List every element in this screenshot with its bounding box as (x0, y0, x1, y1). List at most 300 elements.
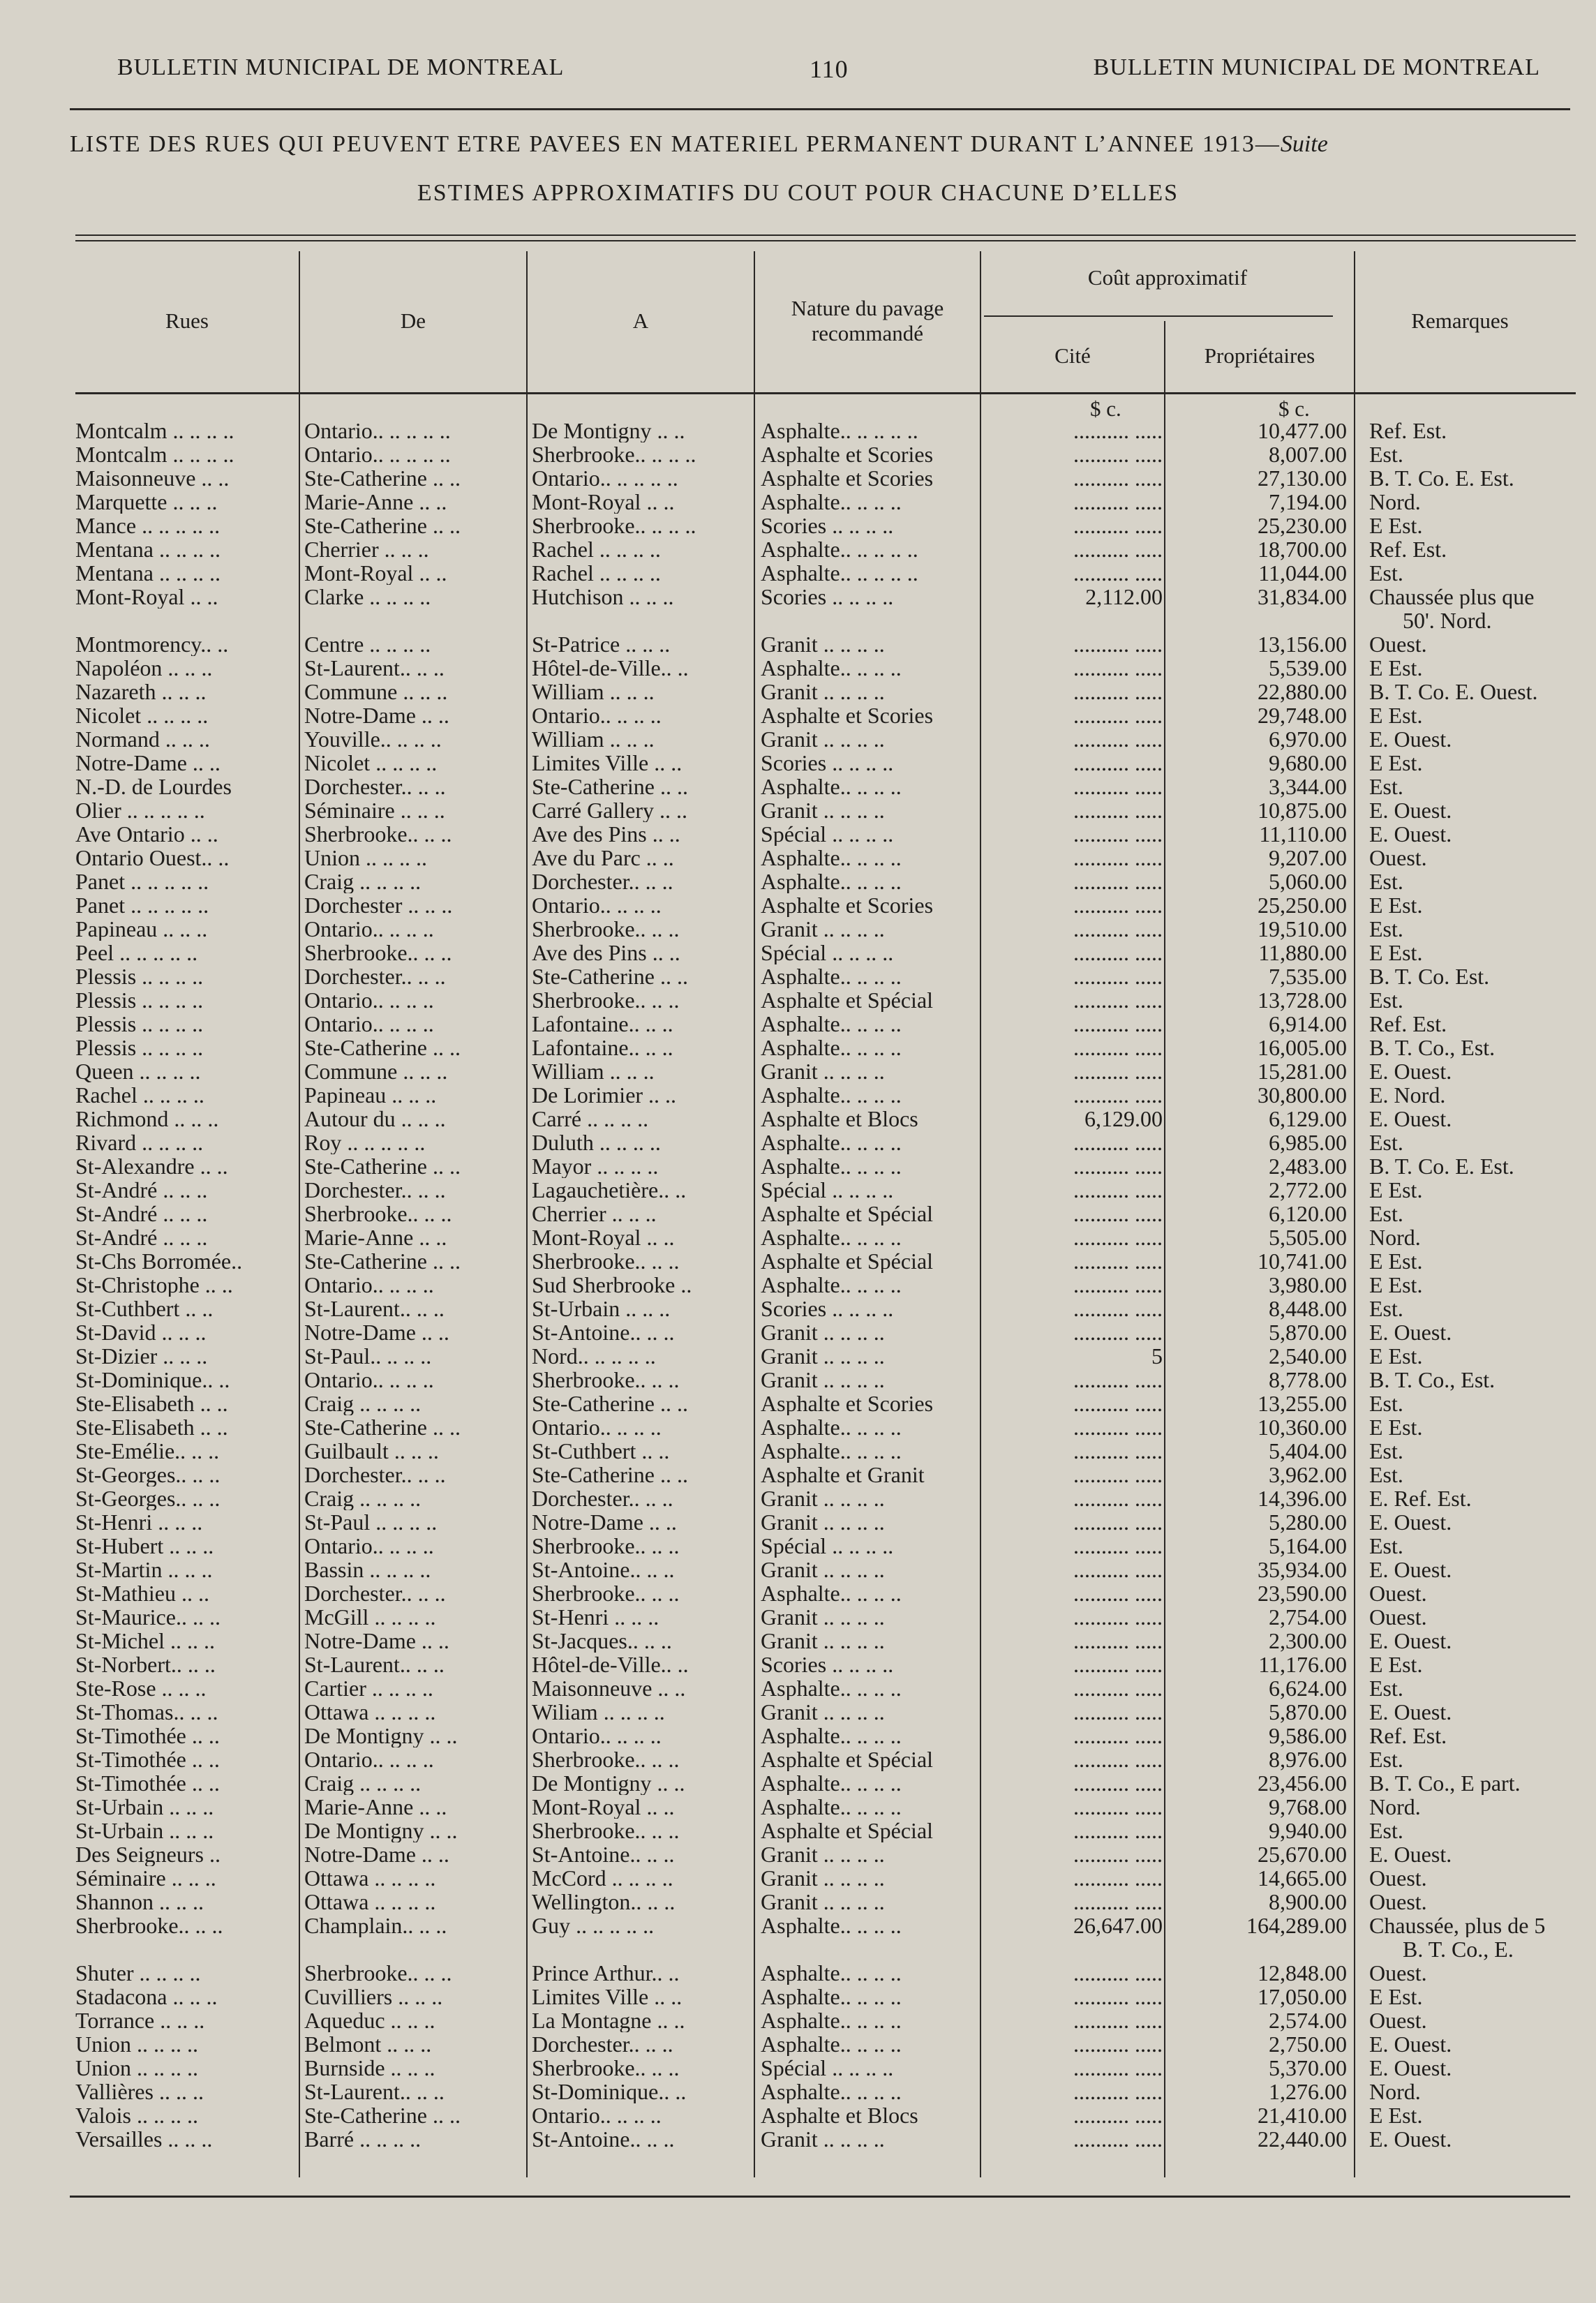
col-header-proprietaires: Propriétaires (1204, 343, 1315, 368)
cell-cite: .......... ..... (1073, 941, 1163, 964)
cell-nature: Asphalte.. .. .. .. (761, 2008, 902, 2032)
cell-proprietaires: 5,870.00 (1269, 1320, 1347, 1344)
cell-remarques: E. Ouest. (1369, 1320, 1452, 1344)
cell-remarques: E. Ouest. (1369, 1558, 1452, 1581)
cell-de: Commune .. .. .. (304, 1059, 448, 1083)
cell-cite: .......... ..... (1073, 1676, 1163, 1700)
running-head (117, 54, 1540, 85)
cell-nature: Scories .. .. .. .. (761, 514, 894, 537)
cell-nature: Scories .. .. .. .. (761, 1297, 894, 1320)
cell-a: Mayor .. .. .. .. (532, 1154, 659, 1178)
cell-proprietaires: 35,934.00 (1258, 1558, 1347, 1581)
cell-remarques: Nord. (1369, 490, 1421, 514)
cell-rue: St-Timothée .. .. (75, 1724, 220, 1747)
cell-nature: Asphalte.. .. .. .. (761, 1439, 902, 1463)
table-row (0, 2008, 1596, 2032)
cell-cite: .......... ..... (1073, 2032, 1163, 2056)
table-subtitle: ESTIMES APPROXIMATIFS DU COUT POUR CHACUNE D’ELLES (417, 180, 1179, 206)
cell-a: Sherbrooke.. .. .. (532, 1819, 680, 1842)
cout-divider-rule (984, 315, 1333, 317)
cell-de: Marie-Anne .. .. (304, 1795, 447, 1819)
cell-rue: Queen .. .. .. .. (75, 1059, 201, 1083)
cell-proprietaires: 23,590.00 (1258, 1581, 1347, 1605)
cell-de: Notre-Dame .. .. (304, 1320, 449, 1344)
cell-nature: Granit .. .. .. .. (761, 1866, 885, 1890)
cell-remarques: Est. (1369, 1747, 1403, 1771)
table-row (0, 870, 1596, 893)
cell-cite: .......... ..... (1073, 1083, 1163, 1107)
cell-a: Maisonneuve .. .. (532, 1676, 686, 1700)
cell-a: Lafontaine.. .. .. (532, 1012, 673, 1036)
table-row (0, 1629, 1596, 1653)
table-row (0, 1819, 1596, 1842)
cell-de: Craig .. .. .. .. (304, 870, 422, 893)
cell-rue: St-Alexandre .. .. (75, 1154, 228, 1178)
cell-remarques: Est. (1369, 561, 1403, 585)
cell-proprietaires: 11,110.00 (1259, 822, 1347, 846)
table-row (0, 1439, 1596, 1463)
cell-a: McCord .. .. .. .. (532, 1866, 673, 1890)
cell-remarques: Est. (1369, 1202, 1403, 1225)
cell-a: Wiliam .. .. .. .. (532, 1700, 665, 1724)
cell-remarques: Nord. (1369, 1795, 1421, 1819)
cell-nature: Spécial .. .. .. .. (761, 1534, 894, 1558)
cell-cite: .......... ..... (1073, 1629, 1163, 1653)
cell-rue: Normand .. .. .. (75, 727, 210, 751)
table-row (0, 964, 1596, 988)
cell-rue: St-Timothée .. .. (75, 1747, 220, 1771)
cell-cite: .......... ..... (1073, 2127, 1163, 2151)
cell-rue: Plessis .. .. .. .. (75, 988, 204, 1012)
cell-de: Dorchester.. .. .. (304, 1178, 446, 1202)
cell-cite: .......... ..... (1073, 1747, 1163, 1771)
cell-remarques: Ouest. (1369, 1890, 1427, 1914)
cell-de: Craig .. .. .. .. (304, 1392, 422, 1415)
cell-de: Dorchester.. .. .. (304, 964, 446, 988)
cell-a: Ave du Parc .. .. (532, 846, 674, 870)
cell-remarques: E. Ouest. (1369, 2056, 1452, 2080)
cell-remarques: Est. (1369, 1819, 1403, 1842)
cell-a: St-Jacques.. .. .. (532, 1629, 672, 1653)
cell-a: St-Henri .. .. .. (532, 1605, 659, 1629)
cell-cite: 6,129.00 (1084, 1107, 1163, 1131)
cell-a: William .. .. .. (532, 727, 655, 751)
cell-cite: .......... ..... (1073, 1439, 1163, 1463)
table-row (0, 1534, 1596, 1558)
cell-proprietaires: 25,670.00 (1258, 1842, 1347, 1866)
cell-remarques: Nord. (1369, 1225, 1421, 1249)
cell-rue: St-Dominique.. .. (75, 1368, 230, 1392)
cell-cite: .......... ..... (1073, 1795, 1163, 1819)
cell-de: Aqueduc .. .. .. (304, 2008, 435, 2032)
cell-nature: Asphalte et Granit (761, 1463, 925, 1486)
cell-nature: Granit .. .. .. .. (761, 1890, 885, 1914)
cell-cite: .......... ..... (1073, 2056, 1163, 2080)
cell-rue: St-Mathieu .. .. (75, 1581, 209, 1605)
cell-nature: Asphalte.. .. .. .. (761, 870, 902, 893)
cell-cite: .......... ..... (1073, 893, 1163, 917)
cell-a: William .. .. .. (532, 1059, 655, 1083)
cell-proprietaires: 2,300.00 (1269, 1629, 1347, 1653)
cell-remarques: Est. (1369, 1131, 1403, 1154)
cell-proprietaires: 11,176.00 (1258, 1653, 1347, 1676)
cell-nature: Granit .. .. .. .. (761, 727, 885, 751)
cell-proprietaires: 3,962.00 (1269, 1463, 1347, 1486)
cell-rue: St-David .. .. .. (75, 1320, 207, 1344)
cell-de: St-Laurent.. .. .. (304, 1297, 445, 1320)
table-row (0, 1131, 1596, 1154)
title-suite: Suite (1280, 131, 1328, 157)
cell-nature: Asphalte.. .. .. .. (761, 1795, 902, 1819)
cell-de: Bassin .. .. .. .. (304, 1558, 431, 1581)
cell-cite: .......... ..... (1073, 1297, 1163, 1320)
cell-nature: Asphalte.. .. .. .. (761, 1154, 902, 1178)
cell-rue: St-Dizier .. .. .. (75, 1344, 208, 1368)
cell-nature: Asphalte.. .. .. .. (761, 1581, 902, 1605)
cell-cite: .......... ..... (1073, 1178, 1163, 1202)
cell-nature: Asphalte.. .. .. .. (761, 846, 902, 870)
cell-nature: Asphalte et Spécial (761, 1747, 934, 1771)
cell-cite: .......... ..... (1073, 1273, 1163, 1297)
col-header-nature: Nature du pavage recommandé (791, 296, 944, 345)
cell-remarques: E Est. (1369, 941, 1423, 964)
cell-nature: Granit .. .. .. .. (761, 1842, 885, 1866)
cell-cite: .......... ..... (1073, 1036, 1163, 1059)
cell-de: Ontario.. .. .. .. .. (304, 442, 451, 466)
cell-remarques: Est. (1369, 1463, 1403, 1486)
cell-rue: Mentana .. .. .. .. (75, 537, 221, 561)
cell-proprietaires: 6,970.00 (1269, 727, 1347, 751)
cell-de: Notre-Dame .. .. (304, 1629, 449, 1653)
cell-de: Craig .. .. .. .. (304, 1771, 422, 1795)
cell-remarques: Ouest. (1369, 1581, 1427, 1605)
cell-remarques: Est. (1369, 1676, 1403, 1700)
cell-de: Ottawa .. .. .. .. (304, 1890, 436, 1914)
cell-rue: Richmond .. .. .. (75, 1107, 219, 1131)
cell-a: Lafontaine.. .. .. (532, 1036, 673, 1059)
cell-a: Limites Ville .. .. (532, 1985, 683, 2008)
cell-nature: Granit .. .. .. .. (761, 1629, 885, 1653)
cell-remarques: E. Nord. (1369, 1083, 1446, 1107)
table-row (0, 419, 1596, 442)
cell-rue: St-Chs Borromée.. (75, 1249, 243, 1273)
table-row (0, 1368, 1596, 1392)
cell-proprietaires: 9,680.00 (1269, 751, 1347, 775)
cell-a: Ontario.. .. .. .. (532, 1415, 662, 1439)
cell-rue: Rachel .. .. .. .. (75, 1083, 204, 1107)
cell-proprietaires: 10,741.00 (1258, 1249, 1347, 1273)
cell-rue: St-André .. .. .. (75, 1202, 208, 1225)
cell-remarques: E. Ouest. (1369, 2032, 1452, 2056)
cell-proprietaires: 22,880.00 (1258, 680, 1347, 703)
cell-cite: 5 (1151, 1344, 1163, 1368)
cell-cite: .......... ..... (1073, 870, 1163, 893)
cell-remarques: Ref. Est. (1369, 537, 1447, 561)
cell-de: Sherbrooke.. .. .. (304, 822, 452, 846)
cell-a: Ontario.. .. .. .. (532, 703, 662, 727)
cell-a: Sherbrooke.. .. .. (532, 917, 680, 941)
cell-rue: Torrance .. .. .. (75, 2008, 205, 2032)
cell-de: Sherbrooke.. .. .. (304, 1961, 452, 1985)
cell-a: Sherbrooke.. .. .. (532, 1249, 680, 1273)
cell-nature: Spécial .. .. .. .. (761, 2056, 894, 2080)
cell-proprietaires: 10,875.00 (1258, 798, 1347, 822)
table-row (0, 585, 1596, 633)
cell-nature: Asphalte.. .. .. .. (761, 1771, 902, 1795)
cell-a: Mont-Royal .. .. (532, 1795, 675, 1819)
cell-rue: St-Hubert .. .. .. (75, 1534, 214, 1558)
cell-remarques: E. Ref. Est. (1369, 1486, 1472, 1510)
cell-rue: St-Urbain .. .. .. (75, 1795, 214, 1819)
table-row (0, 988, 1596, 1012)
cell-proprietaires: 5,505.00 (1269, 1225, 1347, 1249)
cell-de: Cartier .. .. .. .. (304, 1676, 433, 1700)
cell-remarques: E. Ouest. (1369, 1842, 1452, 1866)
cell-de: Marie-Anne .. .. (304, 1225, 447, 1249)
page-number: 110 (810, 55, 849, 83)
cell-nature: Asphalte.. .. .. .. (761, 2080, 902, 2103)
cell-cite: .......... ..... (1073, 537, 1163, 561)
cell-proprietaires: 14,396.00 (1258, 1486, 1347, 1510)
cell-nature: Asphalte.. .. .. .. (761, 490, 902, 514)
cell-de: Champlain.. .. .. (304, 1914, 447, 1937)
cell-a: Sherbrooke.. .. .. (532, 988, 680, 1012)
col-header-cout: Coût approximatif (1087, 265, 1248, 290)
cell-remarques: E Est. (1369, 1344, 1423, 1368)
cell-proprietaires: 5,370.00 (1269, 2056, 1347, 2080)
cell-rue: Montcalm .. .. .. .. (75, 442, 234, 466)
cell-cite: .......... ..... (1073, 846, 1163, 870)
unit-cite: $ c. (1090, 396, 1121, 421)
cell-nature: Asphalte.. .. .. .. (761, 1985, 902, 2008)
cell-rue: Ste-Rose .. .. .. (75, 1676, 207, 1700)
cell-rue: Séminaire .. .. .. (75, 1866, 216, 1890)
cell-remarques: Ouest. (1369, 1605, 1427, 1629)
table-row (0, 1866, 1596, 1890)
table-row (0, 1724, 1596, 1747)
cell-rue: Notre-Dame .. .. (75, 751, 221, 775)
cell-nature: Spécial .. .. .. .. (761, 1178, 894, 1202)
cell-rue: St-Christophe .. .. (75, 1273, 233, 1297)
cell-de: Guilbault .. .. .. (304, 1439, 439, 1463)
table-row (0, 846, 1596, 870)
table-row (0, 1581, 1596, 1605)
cell-cite: .......... ..... (1073, 490, 1163, 514)
cell-proprietaires: 6,914.00 (1269, 1012, 1347, 1036)
cell-a: Mont-Royal .. .. (532, 490, 675, 514)
cell-rue: St-André .. .. .. (75, 1178, 208, 1202)
cell-de: Ottawa .. .. .. .. (304, 1700, 436, 1724)
cell-a: St-Urbain .. .. .. (532, 1297, 671, 1320)
cell-cite: .......... ..... (1073, 1154, 1163, 1178)
cell-de: Ste-Catherine .. .. (304, 1036, 461, 1059)
col-header-de: De (400, 308, 426, 333)
cell-cite: .......... ..... (1073, 1961, 1163, 1985)
cell-nature: Granit .. .. .. .. (761, 1510, 885, 1534)
col-header-cite: Cité (1054, 343, 1091, 368)
cell-a: Ste-Catherine .. .. (532, 775, 688, 798)
cell-proprietaires: 6,624.00 (1269, 1676, 1347, 1700)
table-row (0, 1486, 1596, 1510)
cell-rue: Montmorency.. .. (75, 632, 229, 656)
cell-nature: Asphalte et Spécial (761, 1819, 934, 1842)
cell-de: St-Paul .. .. .. .. (304, 1510, 438, 1534)
cell-rue: Montcalm .. .. .. .. (75, 419, 234, 442)
cell-a: Hôtel-de-Ville.. .. (532, 656, 689, 680)
cell-remarques: Est. (1369, 1392, 1403, 1415)
cell-a: St-Antoine.. .. .. (532, 1558, 675, 1581)
cell-de: Dorchester .. .. .. (304, 893, 453, 917)
cell-proprietaires: 17,050.00 (1258, 1985, 1347, 2008)
cell-de: Barré .. .. .. .. (304, 2127, 422, 2151)
cell-remarques: Est. (1369, 870, 1403, 893)
cell-cite: .......... ..... (1073, 727, 1163, 751)
cell-a: De Lorimier .. .. (532, 1083, 677, 1107)
cell-de: Nicolet .. .. .. .. (304, 751, 438, 775)
cell-remarques: E. Ouest. (1369, 822, 1452, 846)
cell-nature: Spécial .. .. .. .. (761, 941, 894, 964)
cell-proprietaires: 21,410.00 (1258, 2103, 1347, 2127)
cell-remarques: B. T. Co., Est. (1369, 1036, 1496, 1059)
cell-cite: .......... ..... (1073, 2103, 1163, 2127)
table-row (0, 561, 1596, 585)
cell-de: Marie-Anne .. .. (304, 490, 447, 514)
cell-de: Ontario.. .. .. .. (304, 1534, 434, 1558)
cell-cite: .......... ..... (1073, 775, 1163, 798)
table-row (0, 1605, 1596, 1629)
cell-a: Rachel .. .. .. .. (532, 537, 661, 561)
cell-nature: Asphalte.. .. .. .. (761, 1724, 902, 1747)
cell-de: Sherbrooke.. .. .. (304, 1202, 452, 1225)
table-row (0, 1700, 1596, 1724)
cell-nature: Asphalte.. .. .. .. (761, 1131, 902, 1154)
cell-rue: Shuter .. .. .. .. (75, 1961, 201, 1985)
cell-de: Cherrier .. .. .. (304, 537, 429, 561)
cell-de: Ontario.. .. .. .. (304, 988, 434, 1012)
cell-a: St-Patrice .. .. .. (532, 632, 671, 656)
cell-a: Sherbrooke.. .. .. (532, 1747, 680, 1771)
cell-nature: Asphalte.. .. .. .. (761, 2032, 902, 2056)
cell-a: Hutchison .. .. .. (532, 585, 674, 609)
cell-remarques: E Est. (1369, 1653, 1423, 1676)
table-row (0, 514, 1596, 537)
cell-remarques: E Est. (1369, 1273, 1423, 1297)
table-title: LISTE DES RUES QUI PEUVENT ETRE PAVEES EN MATERIEL PERMANENT DURANT L’ANNEE 1913—Suite (70, 131, 1328, 157)
cell-remarques: E. Ouest. (1369, 1510, 1452, 1534)
cell-proprietaires: 11,880.00 (1258, 941, 1347, 964)
table-row (0, 1463, 1596, 1486)
cell-nature: Granit .. .. .. .. (761, 1368, 885, 1392)
cell-a: William .. .. .. (532, 680, 655, 703)
table-row (0, 703, 1596, 727)
cell-proprietaires: 8,778.00 (1269, 1368, 1347, 1392)
cell-cite: .......... ..... (1073, 680, 1163, 703)
cell-proprietaires: 31,834.00 (1258, 585, 1347, 609)
cell-a: Sherbrooke.. .. .. (532, 1534, 680, 1558)
cell-rue: Vallières .. .. .. (75, 2080, 204, 2103)
cell-proprietaires: 5,164.00 (1269, 1534, 1347, 1558)
table-row (0, 1842, 1596, 1866)
cell-remarques: E. Ouest. (1369, 2127, 1452, 2151)
cell-a: Ontario.. .. .. .. (532, 2103, 662, 2127)
cell-nature: Spécial .. .. .. .. (761, 822, 894, 846)
cell-a: Ave des Pins .. .. (532, 822, 680, 846)
table-row (0, 537, 1596, 561)
cell-rue: Nicolet .. .. .. .. (75, 703, 209, 727)
table-row (0, 1415, 1596, 1439)
cell-remarques: E. Ouest. (1369, 1107, 1452, 1131)
cell-a: Duluth .. .. .. .. (532, 1131, 661, 1154)
cell-cite: .......... ..... (1073, 1059, 1163, 1083)
cell-cite: .......... ..... (1073, 1819, 1163, 1842)
cell-a: Ontario.. .. .. .. (532, 1724, 662, 1747)
cell-rue: N.-D. de Lourdes (75, 775, 232, 798)
cell-rue: Shannon .. .. .. (75, 1890, 204, 1914)
cell-remarques: B. T. Co. Est. (1369, 964, 1490, 988)
cell-remarques: B. T. Co. E. Ouest. (1369, 680, 1538, 703)
table-row (0, 1676, 1596, 1700)
cell-cite: .......... ..... (1073, 917, 1163, 941)
cell-nature: Granit .. .. .. .. (761, 632, 885, 656)
cell-nature: Asphalte.. .. .. .. (761, 1036, 902, 1059)
cell-cite: .......... ..... (1073, 1463, 1163, 1486)
cell-cite: .......... ..... (1073, 1415, 1163, 1439)
cell-proprietaires: 1,276.00 (1269, 2080, 1347, 2103)
table-header-bottom-rule (75, 392, 1576, 394)
cell-cite: .......... ..... (1073, 988, 1163, 1012)
table-row (0, 1036, 1596, 1059)
running-head-left: BULLETIN MUNICIPAL DE MONTREAL (117, 54, 565, 80)
cell-a: Wellington.. .. .. (532, 1890, 676, 1914)
cell-a: Sherbrooke.. .. .. .. (532, 442, 696, 466)
cell-rue: Plessis .. .. .. .. (75, 1036, 204, 1059)
cell-a: Prince Arthur.. .. (532, 1961, 680, 1985)
cell-a: Dorchester.. .. .. (532, 870, 673, 893)
cell-remarques: E Est. (1369, 893, 1423, 917)
table-row (0, 2032, 1596, 2056)
cell-remarques: Ouest. (1369, 632, 1427, 656)
cell-remarques: E Est. (1369, 1178, 1423, 1202)
cell-de: Cuvilliers .. .. .. (304, 1985, 443, 2008)
cell-de: Ste-Catherine .. .. (304, 1415, 461, 1439)
table-row (0, 2103, 1596, 2127)
cell-proprietaires: 25,250.00 (1258, 893, 1347, 917)
cell-nature: Granit .. .. .. .. (761, 680, 885, 703)
cell-rue: Sherbrooke.. .. .. (75, 1914, 223, 1937)
cell-proprietaires: 9,586.00 (1269, 1724, 1347, 1747)
cell-proprietaires: 8,448.00 (1269, 1297, 1347, 1320)
table-row (0, 1202, 1596, 1225)
cell-proprietaires: 3,980.00 (1269, 1273, 1347, 1297)
cell-proprietaires: 9,207.00 (1269, 846, 1347, 870)
cell-rue: Papineau .. .. .. (75, 917, 208, 941)
cell-cite: 2,112.00 (1085, 585, 1163, 609)
cell-nature: Asphalte et Spécial (761, 988, 934, 1012)
cell-a: Carré .. .. .. .. (532, 1107, 649, 1131)
cell-remarques: Ouest. (1369, 1961, 1427, 1985)
cell-de: Roy .. .. .. .. .. (304, 1131, 426, 1154)
table-row (0, 656, 1596, 680)
cell-a: Ste-Catherine .. .. (532, 964, 688, 988)
cell-rue: Nazareth .. .. .. (75, 680, 207, 703)
table-row (0, 1273, 1596, 1297)
cell-cite: .......... ..... (1073, 798, 1163, 822)
cell-de: Sherbrooke.. .. .. (304, 941, 452, 964)
cell-remarques: Est. (1369, 917, 1403, 941)
cell-nature: Asphalte.. .. .. .. .. (761, 561, 918, 585)
cell-nature: Scories .. .. .. .. (761, 1653, 894, 1676)
cell-cite: .......... ..... (1073, 1605, 1163, 1629)
